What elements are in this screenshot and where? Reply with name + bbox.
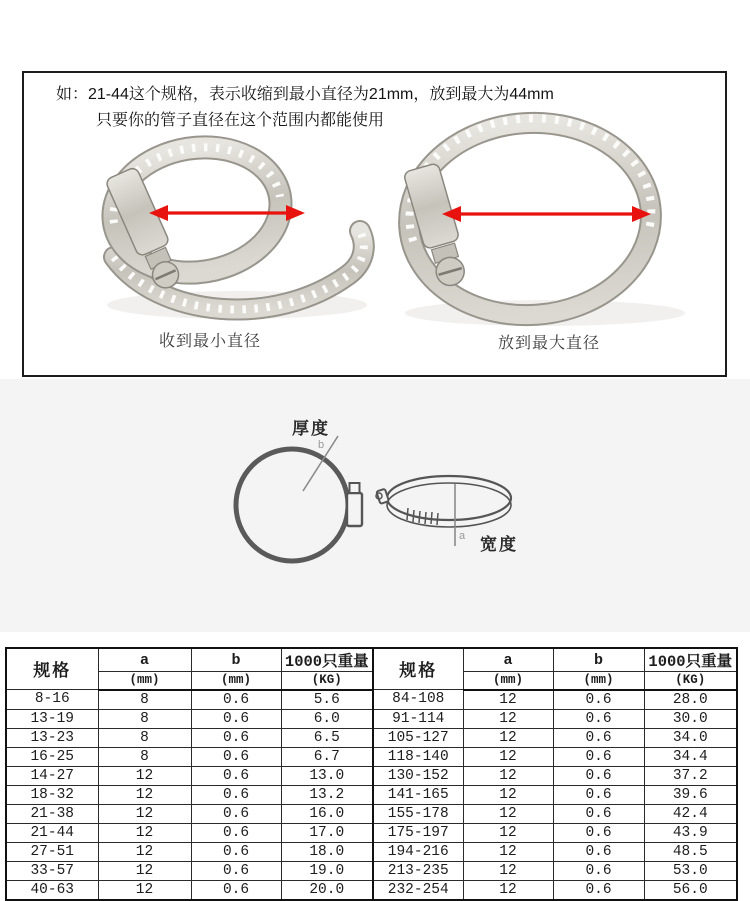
spec-range-cell: 194-216	[373, 842, 463, 861]
spec-table-row	[6, 880, 737, 900]
spec-value-cell: 34.4	[644, 747, 737, 766]
spec-value-cell: 12	[463, 766, 553, 785]
col-header-weight-left: 1000只重量	[281, 648, 373, 672]
thickness-label: 厚度	[292, 419, 330, 438]
spec-table-row	[6, 747, 737, 766]
spec-range-cell: 8-16	[6, 690, 98, 710]
spec-value-cell: 0.6	[553, 690, 644, 710]
unit-b-left: (mm)	[191, 672, 281, 690]
spec-value-cell: 43.9	[644, 823, 737, 842]
unit-weight-right: (KG)	[644, 672, 737, 690]
explanation-line-1: 如：21-44这个规格，表示收缩到最小直径为21mm，放到最大为44mm	[56, 86, 554, 103]
clamp-min-diameter-photo	[62, 115, 382, 331]
col-header-weight-right: 1000只重量	[644, 648, 737, 672]
spec-range-cell: 27-51	[6, 842, 98, 861]
spec-table-row	[6, 728, 737, 747]
spec-value-cell: 34.0	[644, 728, 737, 747]
spec-table-row	[6, 690, 737, 710]
spec-value-cell: 12	[463, 823, 553, 842]
spec-range-cell: 141-165	[373, 785, 463, 804]
spec-table-row	[6, 766, 737, 785]
width-label: 宽度	[480, 535, 518, 554]
spec-table-row	[6, 823, 737, 842]
spec-value-cell: 42.4	[644, 804, 737, 823]
spec-value-cell: 0.6	[191, 690, 281, 710]
spec-range-cell: 13-19	[6, 709, 98, 728]
clamp-front-view	[236, 449, 362, 561]
spec-value-cell: 0.6	[553, 785, 644, 804]
explanation-line-2: 只要你的管子直径在这个范围内都能使用	[96, 112, 385, 129]
spec-value-cell: 0.6	[191, 861, 281, 880]
clamp-side-view	[376, 476, 511, 527]
spec-value-cell: 0.6	[191, 880, 281, 900]
unit-b-right: (mm)	[553, 672, 644, 690]
spec-value-cell: 0.6	[553, 804, 644, 823]
spec-range-cell: 13-23	[6, 728, 98, 747]
unit-weight-left: (KG)	[281, 672, 373, 690]
spec-table-row	[6, 785, 737, 804]
spec-value-cell: 0.6	[553, 747, 644, 766]
spec-value-cell: 56.0	[644, 880, 737, 900]
spec-value-cell: 6.7	[281, 747, 373, 766]
spec-value-cell: 16.0	[281, 804, 373, 823]
spec-value-cell: 12	[98, 785, 191, 804]
spec-value-cell: 8	[98, 690, 191, 710]
spec-explanation-box	[22, 71, 727, 377]
spec-range-cell: 175-197	[373, 823, 463, 842]
spec-range-cell: 18-32	[6, 785, 98, 804]
spec-value-cell: 0.6	[191, 747, 281, 766]
spec-value-cell: 0.6	[553, 709, 644, 728]
spec-value-cell: 0.6	[191, 804, 281, 823]
spec-range-cell: 21-38	[6, 804, 98, 823]
spec-range-cell: 118-140	[373, 747, 463, 766]
spec-value-cell: 37.2	[644, 766, 737, 785]
spec-range-cell: 16-25	[6, 747, 98, 766]
spec-table-row	[6, 861, 737, 880]
spec-value-cell: 8	[98, 709, 191, 728]
spec-value-cell: 0.6	[191, 709, 281, 728]
spec-table-row	[6, 804, 737, 823]
spec-table-row	[6, 842, 737, 861]
spec-range-cell: 84-108	[373, 690, 463, 710]
spec-value-cell: 6.5	[281, 728, 373, 747]
spec-value-cell: 0.6	[191, 785, 281, 804]
spec-value-cell: 12	[98, 823, 191, 842]
spec-value-cell: 0.6	[191, 766, 281, 785]
spec-value-cell: 6.0	[281, 709, 373, 728]
spec-range-cell: 155-178	[373, 804, 463, 823]
header-row-units	[6, 672, 737, 690]
diameter-arrow-icon	[442, 206, 651, 222]
spec-value-cell: 12	[463, 747, 553, 766]
spec-value-cell: 12	[463, 861, 553, 880]
unit-a-right: (mm)	[463, 672, 553, 690]
spec-table-header	[6, 648, 737, 690]
spec-value-cell: 12	[98, 861, 191, 880]
spec-value-cell: 17.0	[281, 823, 373, 842]
thickness-var-label: b	[318, 439, 325, 451]
spec-range-cell: 21-44	[6, 823, 98, 842]
spec-table	[5, 647, 738, 901]
spec-value-cell: 48.5	[644, 842, 737, 861]
dimension-diagram-section	[0, 379, 750, 632]
spec-value-cell: 12	[98, 880, 191, 900]
caption-min-diameter: 收到最小直径	[158, 333, 261, 350]
spec-value-cell: 0.6	[553, 766, 644, 785]
clamp-max-diameter-photo	[390, 108, 712, 330]
spec-value-cell: 12	[463, 709, 553, 728]
spec-value-cell: 12	[463, 728, 553, 747]
spec-value-cell: 12	[463, 785, 553, 804]
spec-range-cell: 232-254	[373, 880, 463, 900]
col-header-spec-right: 规格	[373, 648, 463, 690]
spec-value-cell: 5.6	[281, 690, 373, 710]
spec-value-cell: 0.6	[191, 728, 281, 747]
spec-value-cell: 19.0	[281, 861, 373, 880]
dimension-diagram	[180, 398, 560, 588]
col-header-b-left: b	[191, 648, 281, 672]
col-header-a-left: a	[98, 648, 191, 672]
spec-range-cell: 105-127	[373, 728, 463, 747]
spec-value-cell: 8	[98, 728, 191, 747]
width-var-label: a	[459, 530, 466, 542]
spec-value-cell: 12	[98, 842, 191, 861]
spec-value-cell: 18.0	[281, 842, 373, 861]
spec-range-cell: 40-63	[6, 880, 98, 900]
spec-value-cell: 0.6	[553, 728, 644, 747]
spec-value-cell: 0.6	[553, 880, 644, 900]
spec-value-cell: 8	[98, 747, 191, 766]
spec-table-body	[6, 690, 737, 900]
spec-value-cell: 20.0	[281, 880, 373, 900]
spec-value-cell: 12	[98, 804, 191, 823]
col-header-spec-left: 规格	[6, 648, 98, 690]
spec-value-cell: 53.0	[644, 861, 737, 880]
spec-value-cell: 0.6	[553, 823, 644, 842]
header-row-labels	[6, 648, 737, 672]
spec-value-cell: 12	[463, 804, 553, 823]
spec-value-cell: 12	[463, 842, 553, 861]
spec-table-row	[6, 709, 737, 728]
col-header-b-right: b	[553, 648, 644, 672]
spec-range-cell: 91-114	[373, 709, 463, 728]
unit-a-left: (mm)	[98, 672, 191, 690]
spec-range-cell: 14-27	[6, 766, 98, 785]
col-header-a-right: a	[463, 648, 553, 672]
spec-value-cell: 28.0	[644, 690, 737, 710]
spec-value-cell: 0.6	[553, 842, 644, 861]
spec-value-cell: 12	[463, 690, 553, 710]
spec-value-cell: 0.6	[553, 861, 644, 880]
spec-value-cell: 39.6	[644, 785, 737, 804]
spec-value-cell: 0.6	[191, 842, 281, 861]
spec-value-cell: 30.0	[644, 709, 737, 728]
spec-value-cell: 12	[98, 766, 191, 785]
caption-max-diameter: 放到最大直径	[497, 335, 600, 352]
spec-range-cell: 33-57	[6, 861, 98, 880]
spec-range-cell: 213-235	[373, 861, 463, 880]
spec-value-cell: 13.2	[281, 785, 373, 804]
spec-value-cell: 12	[463, 880, 553, 900]
spec-range-cell: 130-152	[373, 766, 463, 785]
spec-value-cell: 13.0	[281, 766, 373, 785]
spec-value-cell: 0.6	[191, 823, 281, 842]
